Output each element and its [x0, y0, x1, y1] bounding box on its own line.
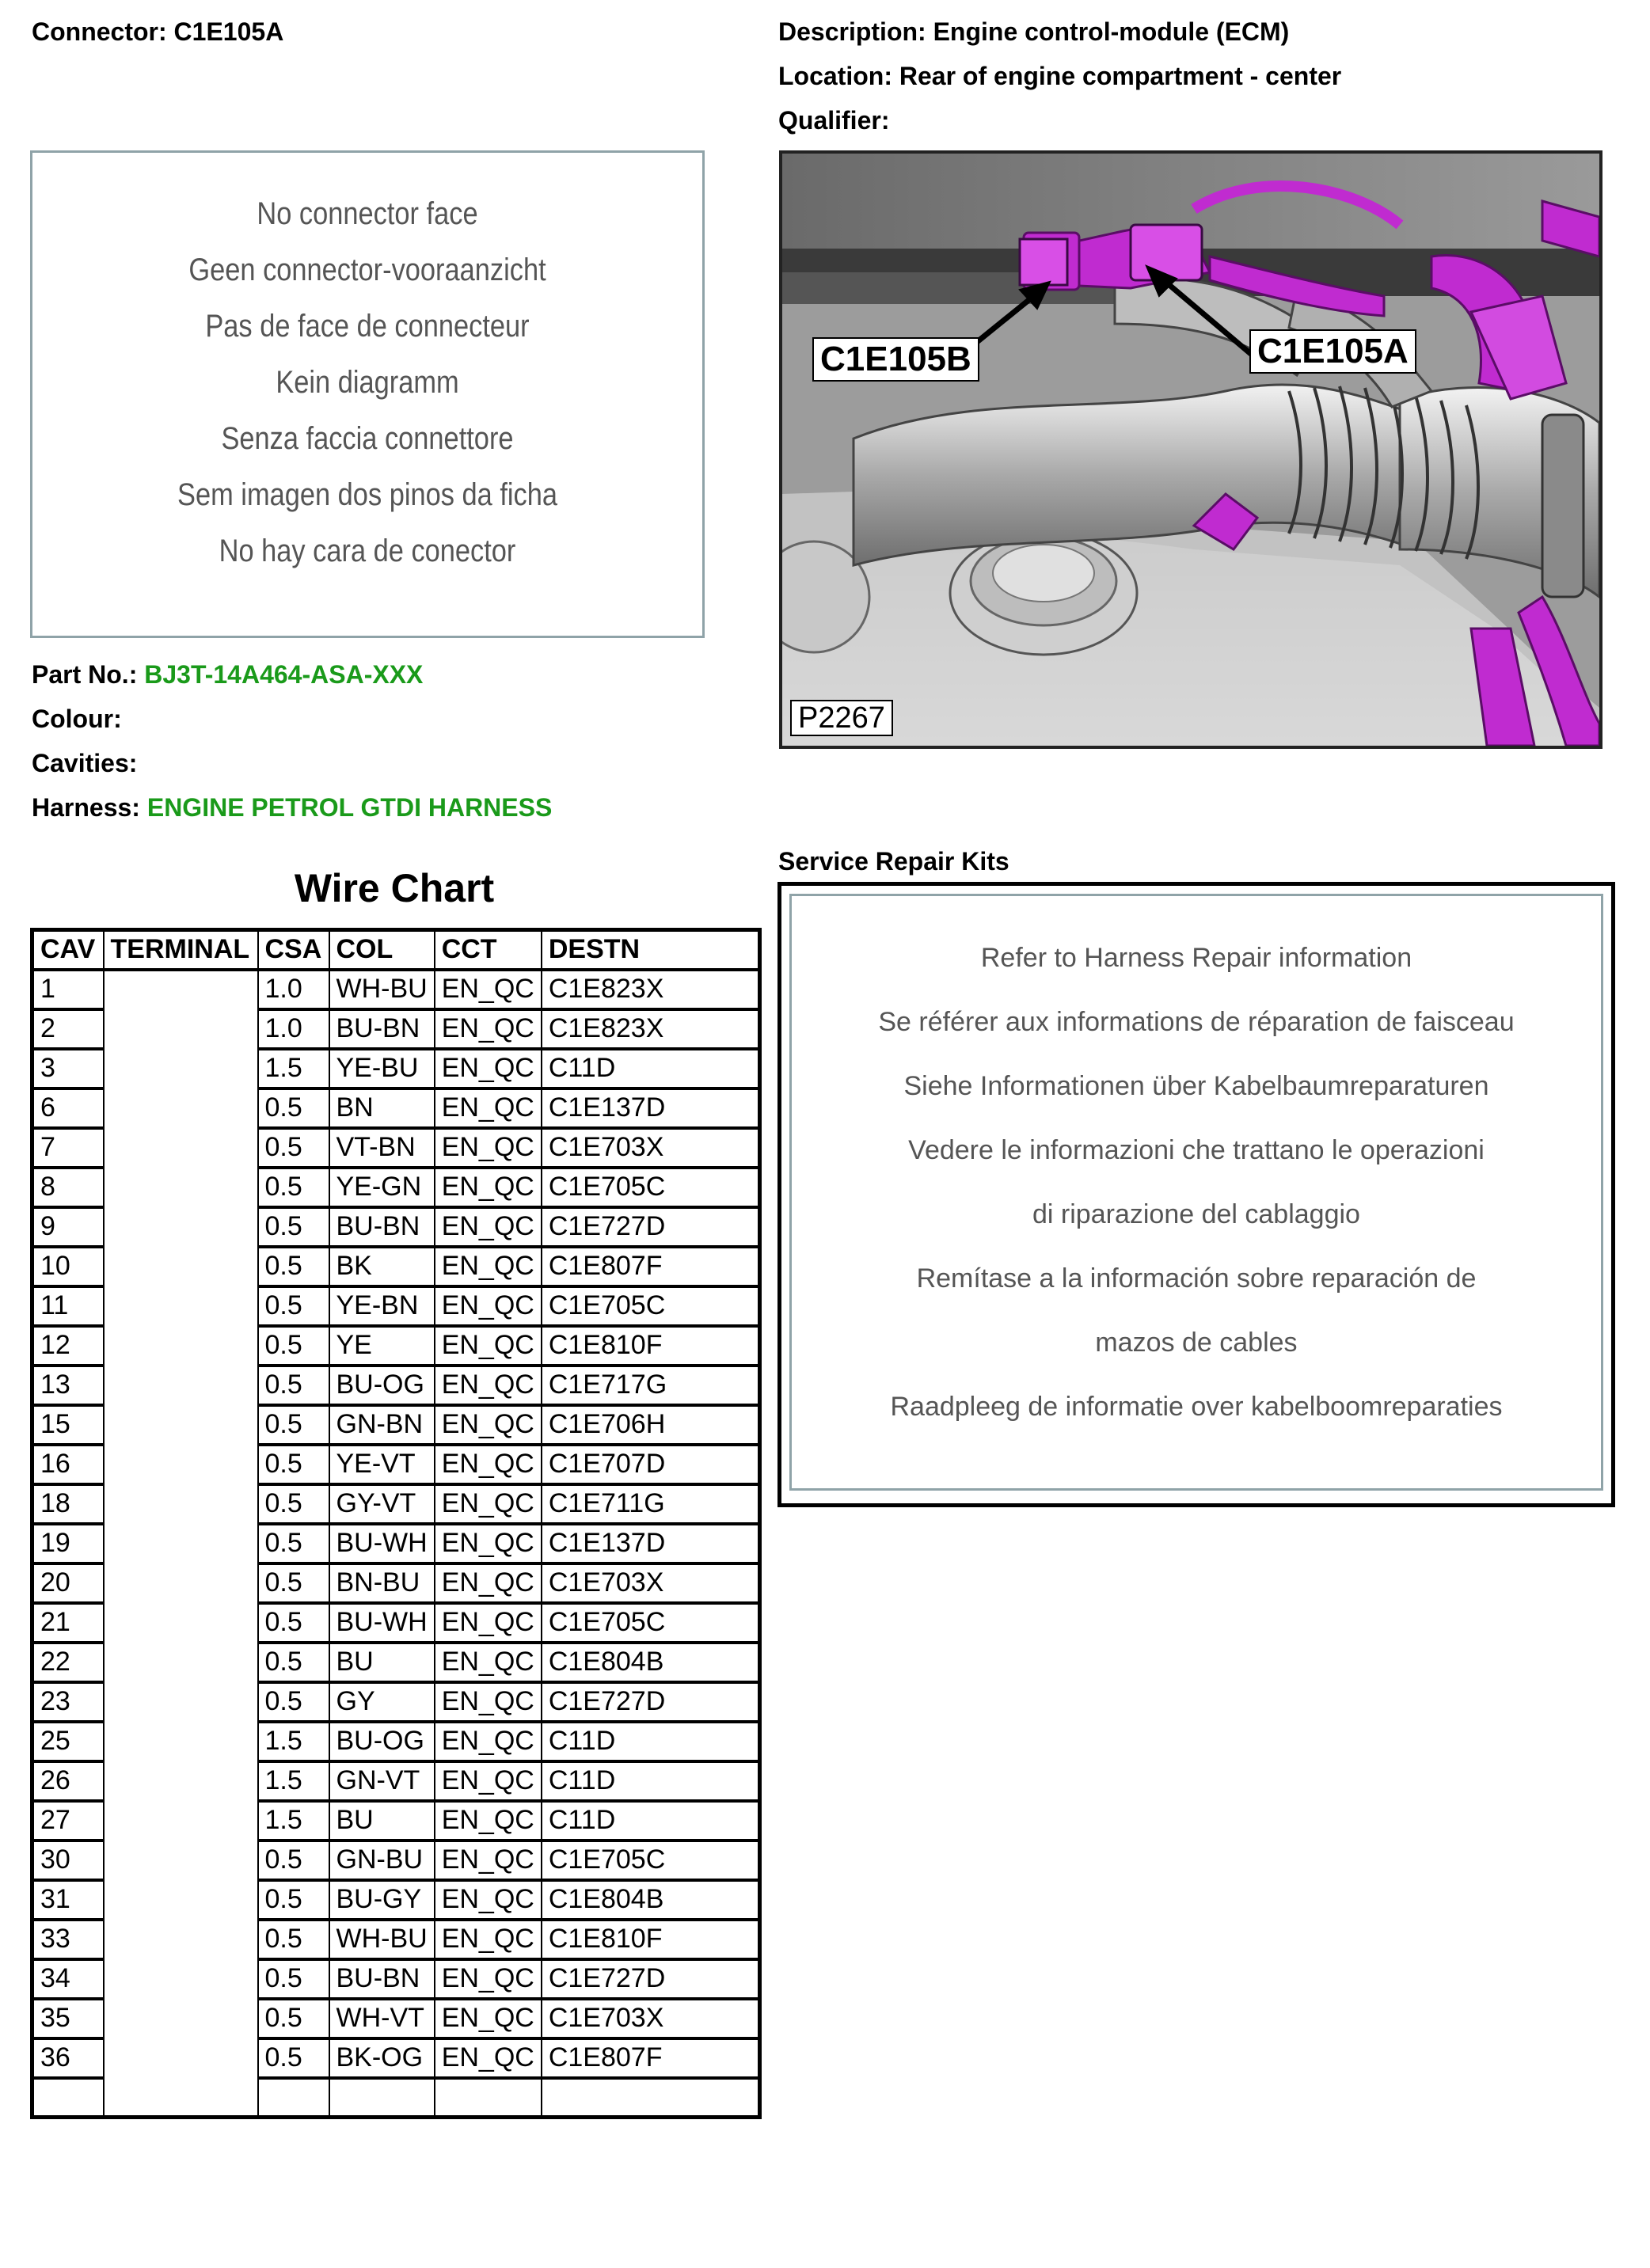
cell-destn: C1E706H — [542, 1405, 760, 1445]
location-value: Rear of engine compartment - center — [899, 62, 1342, 90]
cell-terminal — [104, 1049, 258, 1088]
cell-cct: EN_QC — [435, 1445, 542, 1484]
photo-reference-code: P2267 — [790, 700, 893, 736]
photo-label-c1e105a: C1E105A — [1249, 329, 1416, 374]
cell-col: YE-BU — [329, 1049, 435, 1088]
cell-cct: EN_QC — [435, 1524, 542, 1563]
cell-terminal — [104, 1959, 258, 1999]
connector-face-placeholder — [30, 150, 705, 638]
table-row — [32, 1445, 760, 1484]
cell-cct: EN_QC — [435, 1405, 542, 1445]
table-row — [32, 1761, 760, 1801]
cell-cct: EN_QC — [435, 1049, 542, 1088]
cell-csa: 1.0 — [258, 970, 329, 1009]
cell-cct: EN_QC — [435, 2038, 542, 2078]
table-row — [32, 1801, 760, 1841]
cell-cav: 13 — [32, 1366, 104, 1405]
cell-destn: C1E705C — [542, 1286, 760, 1326]
cell-cct: EN_QC — [435, 1682, 542, 1722]
cell-destn: C1E703X — [542, 1128, 760, 1168]
cell-col: YE-VT — [329, 1445, 435, 1484]
cell-destn: C11D — [542, 1801, 760, 1841]
header-col: COL — [329, 930, 435, 970]
cell-cct: EN_QC — [435, 1207, 542, 1247]
cell-cav: 27 — [32, 1801, 104, 1841]
cell-cct: EN_QC — [435, 1643, 542, 1682]
cell-col: BK — [329, 1247, 435, 1286]
cell-csa: 0.5 — [258, 1880, 329, 1920]
cell-destn: C1E804B — [542, 1643, 760, 1682]
table-row — [32, 1168, 760, 1207]
cell-cav: 34 — [32, 1959, 104, 1999]
cell-terminal — [104, 1920, 258, 1959]
cell-cav: 21 — [32, 1603, 104, 1643]
cell-cav: 30 — [32, 1841, 104, 1880]
cell-csa: 0.5 — [258, 1445, 329, 1484]
cell-terminal — [104, 1801, 258, 1841]
table-row — [32, 1880, 760, 1920]
cell-csa: 0.5 — [258, 1366, 329, 1405]
table-row — [32, 1484, 760, 1524]
cell-terminal — [104, 1445, 258, 1484]
table-row — [32, 1247, 760, 1286]
cell-terminal — [104, 1682, 258, 1722]
cell-destn: C1E810F — [542, 1326, 760, 1366]
table-row — [32, 1286, 760, 1326]
cell-col: BU-BN — [329, 1959, 435, 1999]
cell-cav: 7 — [32, 1128, 104, 1168]
cell-terminal — [104, 1009, 258, 1049]
table-row — [32, 2038, 760, 2078]
colour-field — [32, 703, 122, 735]
cell-destn: C11D — [542, 1049, 760, 1088]
cell-csa: 1.5 — [258, 1049, 329, 1088]
table-row — [32, 1841, 760, 1880]
cell-destn: C1E823X — [542, 1009, 760, 1049]
wire-chart-title: Wire Chart — [294, 866, 495, 910]
harness-value: ENGINE PETROL GTDI HARNESS — [146, 793, 553, 822]
cell-csa — [258, 2078, 329, 2118]
cell-cct: EN_QC — [435, 1009, 542, 1049]
cell-col: GN-BN — [329, 1405, 435, 1445]
cell-col: BK-OG — [329, 2038, 435, 2078]
cell-terminal — [104, 1405, 258, 1445]
header-cav: CAV — [32, 930, 104, 970]
cell-cav: 3 — [32, 1049, 104, 1088]
cell-cct: EN_QC — [435, 1088, 542, 1128]
cell-cct: EN_QC — [435, 1168, 542, 1207]
cell-cav: 12 — [32, 1326, 104, 1366]
header-cct: CCT — [435, 930, 542, 970]
cell-cct: EN_QC — [435, 1603, 542, 1643]
cell-col: BN — [329, 1088, 435, 1128]
cell-csa: 0.5 — [258, 1128, 329, 1168]
cell-cav: 1 — [32, 970, 104, 1009]
cell-destn: C11D — [542, 1761, 760, 1801]
cell-destn: C1E804B — [542, 1880, 760, 1920]
cell-cct: EN_QC — [435, 970, 542, 1009]
cell-terminal — [104, 2038, 258, 2078]
table-row — [32, 1524, 760, 1563]
cell-cct: EN_QC — [435, 1959, 542, 1999]
table-row — [32, 1920, 760, 1959]
cell-cav: 22 — [32, 1643, 104, 1682]
wire-chart-body — [32, 970, 760, 2118]
cell-cav: 16 — [32, 1445, 104, 1484]
cell-terminal — [104, 1088, 258, 1128]
face-line: Kein diagramm — [276, 365, 459, 400]
cell-cct: EN_QC — [435, 1761, 542, 1801]
cell-csa: 0.5 — [258, 1088, 329, 1128]
cell-col: GN-VT — [329, 1761, 435, 1801]
cell-col: GY-VT — [329, 1484, 435, 1524]
location-label: Location: — [778, 62, 892, 90]
cell-col: YE-BN — [329, 1286, 435, 1326]
colour-label: Colour: — [32, 705, 122, 733]
cell-col: BU-WH — [329, 1524, 435, 1563]
cell-cav: 36 — [32, 2038, 104, 2078]
cell-col — [329, 2078, 435, 2118]
srk-line: Raadpleeg de informatie over kabelboomreparaties — [890, 1392, 1503, 1422]
cell-terminal — [104, 1999, 258, 2038]
cell-cct: EN_QC — [435, 1563, 542, 1603]
cell-cct: EN_QC — [435, 1247, 542, 1286]
header-destn: DESTN — [542, 930, 760, 970]
face-lines — [32, 186, 702, 579]
cell-cct: EN_QC — [435, 1128, 542, 1168]
qualifier-label: Qualifier: — [778, 106, 890, 135]
cell-terminal — [104, 1524, 258, 1563]
cell-csa: 0.5 — [258, 2038, 329, 2078]
description-field — [778, 16, 1289, 47]
cell-col: BU-OG — [329, 1366, 435, 1405]
cell-csa: 0.5 — [258, 1841, 329, 1880]
harness-field — [32, 792, 552, 823]
cell-cct: EN_QC — [435, 1366, 542, 1405]
cell-cct: EN_QC — [435, 1801, 542, 1841]
cell-destn: C1E810F — [542, 1920, 760, 1959]
service-repair-kits-title: Service Repair Kits — [778, 847, 1009, 876]
cell-csa: 0.5 — [258, 1207, 329, 1247]
srk-line: Vedere le informazioni che trattano le operazioni — [908, 1135, 1485, 1165]
cell-cct: EN_QC — [435, 1841, 542, 1880]
cell-csa: 0.5 — [258, 1326, 329, 1366]
cell-csa: 1.5 — [258, 1722, 329, 1761]
cell-destn: C1E807F — [542, 1247, 760, 1286]
cell-cct — [435, 2078, 542, 2118]
face-line: No connector face — [257, 196, 478, 231]
cell-terminal — [104, 1761, 258, 1801]
table-row — [32, 1405, 760, 1445]
cell-csa: 0.5 — [258, 1524, 329, 1563]
part-no-label: Part No.: — [32, 660, 138, 689]
cell-destn: C1E705C — [542, 1841, 760, 1880]
cell-cav: 19 — [32, 1524, 104, 1563]
cell-cav: 11 — [32, 1286, 104, 1326]
harness-label: Harness: — [32, 793, 140, 822]
part-no-field — [32, 659, 423, 690]
cell-csa: 0.5 — [258, 1643, 329, 1682]
cell-terminal — [104, 2078, 258, 2118]
cell-csa: 0.5 — [258, 1247, 329, 1286]
table-row — [32, 1207, 760, 1247]
table-row — [32, 1959, 760, 1999]
cell-terminal — [104, 1722, 258, 1761]
cell-terminal — [104, 1128, 258, 1168]
table-row — [32, 1643, 760, 1682]
table-row — [32, 1722, 760, 1761]
service-repair-kits-box — [777, 882, 1615, 1507]
cell-csa: 1.5 — [258, 1801, 329, 1841]
cell-col: BN-BU — [329, 1563, 435, 1603]
cell-destn: C1E823X — [542, 970, 760, 1009]
cell-terminal — [104, 1286, 258, 1326]
connector-label: Connector: — [32, 17, 167, 46]
cell-col: GY — [329, 1682, 435, 1722]
photo-label-c1e105b: C1E105B — [812, 337, 979, 382]
cavities-label: Cavities: — [32, 749, 138, 777]
cell-col: BU-BN — [329, 1009, 435, 1049]
cell-destn: C1E705C — [542, 1603, 760, 1643]
srk-line: Remítase a la información sobre reparación de — [916, 1263, 1477, 1294]
cell-cct: EN_QC — [435, 1286, 542, 1326]
face-line: Sem imagen dos pinos da ficha — [177, 477, 557, 512]
cell-col: BU — [329, 1801, 435, 1841]
cell-col: WH-BU — [329, 970, 435, 1009]
cell-col: GN-BU — [329, 1841, 435, 1880]
cell-csa: 0.5 — [258, 1920, 329, 1959]
cell-csa: 0.5 — [258, 1563, 329, 1603]
cell-csa: 0.5 — [258, 1999, 329, 2038]
connector-location-image — [779, 150, 1602, 749]
cell-col: BU-GY — [329, 1880, 435, 1920]
cell-csa: 1.5 — [258, 1761, 329, 1801]
location-field — [778, 60, 1341, 92]
description-label: Description: — [778, 17, 926, 46]
cell-csa: 0.5 — [258, 1168, 329, 1207]
cell-destn: C1E703X — [542, 1563, 760, 1603]
cell-terminal — [104, 1563, 258, 1603]
cell-destn: C1E727D — [542, 1682, 760, 1722]
cell-destn: C1E705C — [542, 1168, 760, 1207]
service-repair-kits-frame — [789, 894, 1603, 1491]
cell-terminal — [104, 1484, 258, 1524]
face-line: Pas de face de connecteur — [205, 309, 530, 344]
description-value: Engine control-module (ECM) — [933, 17, 1290, 46]
table-row — [32, 1603, 760, 1643]
cell-csa: 0.5 — [258, 1603, 329, 1643]
srk-line: Se référer aux informations de réparation de faisceau — [878, 1007, 1515, 1037]
cell-terminal — [104, 1207, 258, 1247]
cavities-field — [32, 747, 137, 779]
cell-destn: C1E807F — [542, 2038, 760, 2078]
cell-terminal — [104, 1366, 258, 1405]
cell-csa: 0.5 — [258, 1484, 329, 1524]
cell-terminal — [104, 970, 258, 1009]
cell-terminal — [104, 1841, 258, 1880]
cell-col: BU-BN — [329, 1207, 435, 1247]
table-row — [32, 1049, 760, 1088]
cell-destn: C1E703X — [542, 1999, 760, 2038]
srk-lines — [792, 926, 1601, 1439]
face-line: Geen connector-vooraanzicht — [188, 253, 546, 287]
connector-value: C1E105A — [173, 17, 284, 46]
table-row — [32, 1563, 760, 1603]
cell-destn: C1E717G — [542, 1366, 760, 1405]
engine-bay-illustration — [782, 154, 1599, 746]
table-row — [32, 1682, 760, 1722]
cell-destn: C11D — [542, 1722, 760, 1761]
table-row — [32, 1326, 760, 1366]
cell-cav: 8 — [32, 1168, 104, 1207]
cell-destn: C1E711G — [542, 1484, 760, 1524]
cell-cav: 10 — [32, 1247, 104, 1286]
cell-cav: 20 — [32, 1563, 104, 1603]
table-row — [32, 1999, 760, 2038]
table-row — [32, 1088, 760, 1128]
cell-destn: C1E727D — [542, 1959, 760, 1999]
cell-destn: C1E707D — [542, 1445, 760, 1484]
cell-cav: 2 — [32, 1009, 104, 1049]
cell-terminal — [104, 1643, 258, 1682]
srk-line: mazos de cables — [1095, 1328, 1298, 1358]
cell-terminal — [104, 1168, 258, 1207]
cell-cav: 9 — [32, 1207, 104, 1247]
cell-terminal — [104, 1247, 258, 1286]
cell-csa: 0.5 — [258, 1405, 329, 1445]
cell-col: BU-WH — [329, 1603, 435, 1643]
cell-destn: C1E727D — [542, 1207, 760, 1247]
cell-cct: EN_QC — [435, 1326, 542, 1366]
cell-cav: 18 — [32, 1484, 104, 1524]
cell-cct: EN_QC — [435, 1484, 542, 1524]
cell-cav: 23 — [32, 1682, 104, 1722]
cell-col: BU-OG — [329, 1722, 435, 1761]
cell-csa: 0.5 — [258, 1959, 329, 1999]
cell-destn: C1E137D — [542, 1088, 760, 1128]
cell-col: YE — [329, 1326, 435, 1366]
table-row — [32, 970, 760, 1009]
wire-chart-table — [30, 928, 762, 2119]
cell-destn — [542, 2078, 760, 2118]
header-csa: CSA — [258, 930, 329, 970]
wire-chart-header-row — [32, 930, 760, 970]
part-no-value: BJ3T-14A464-ASA-XXX — [144, 660, 424, 689]
face-line: No hay cara de conector — [219, 534, 516, 568]
srk-line: di riparazione del cablaggio — [1032, 1199, 1360, 1229]
cell-cct: EN_QC — [435, 1999, 542, 2038]
qualifier-field — [778, 104, 889, 136]
cell-terminal — [104, 1880, 258, 1920]
connector-field — [32, 16, 283, 47]
cell-cct: EN_QC — [435, 1880, 542, 1920]
header-terminal: TERMINAL — [104, 930, 258, 970]
cell-cav: 25 — [32, 1722, 104, 1761]
table-row — [32, 1366, 760, 1405]
cell-cav: 15 — [32, 1405, 104, 1445]
cell-col: VT-BN — [329, 1128, 435, 1168]
cell-csa: 0.5 — [258, 1286, 329, 1326]
cell-col: BU — [329, 1643, 435, 1682]
srk-line: Refer to Harness Repair information — [980, 943, 1412, 973]
table-row — [32, 1009, 760, 1049]
cell-cav: 26 — [32, 1761, 104, 1801]
cell-terminal — [104, 1326, 258, 1366]
table-row — [32, 2078, 760, 2118]
cell-csa: 1.0 — [258, 1009, 329, 1049]
cell-cav: 6 — [32, 1088, 104, 1128]
cell-cct: EN_QC — [435, 1722, 542, 1761]
cell-cav — [32, 2078, 104, 2118]
cell-destn: C1E137D — [542, 1524, 760, 1563]
srk-line: Siehe Informationen über Kabelbaumreparaturen — [903, 1071, 1489, 1101]
face-line: Senza faccia connettore — [221, 421, 514, 456]
cell-col: WH-VT — [329, 1999, 435, 2038]
cell-col: YE-GN — [329, 1168, 435, 1207]
cell-cav: 33 — [32, 1920, 104, 1959]
cell-col: WH-BU — [329, 1920, 435, 1959]
table-row — [32, 1128, 760, 1168]
cell-cct: EN_QC — [435, 1920, 542, 1959]
cell-cav: 35 — [32, 1999, 104, 2038]
cell-terminal — [104, 1603, 258, 1643]
cell-cav: 31 — [32, 1880, 104, 1920]
cell-csa: 0.5 — [258, 1682, 329, 1722]
